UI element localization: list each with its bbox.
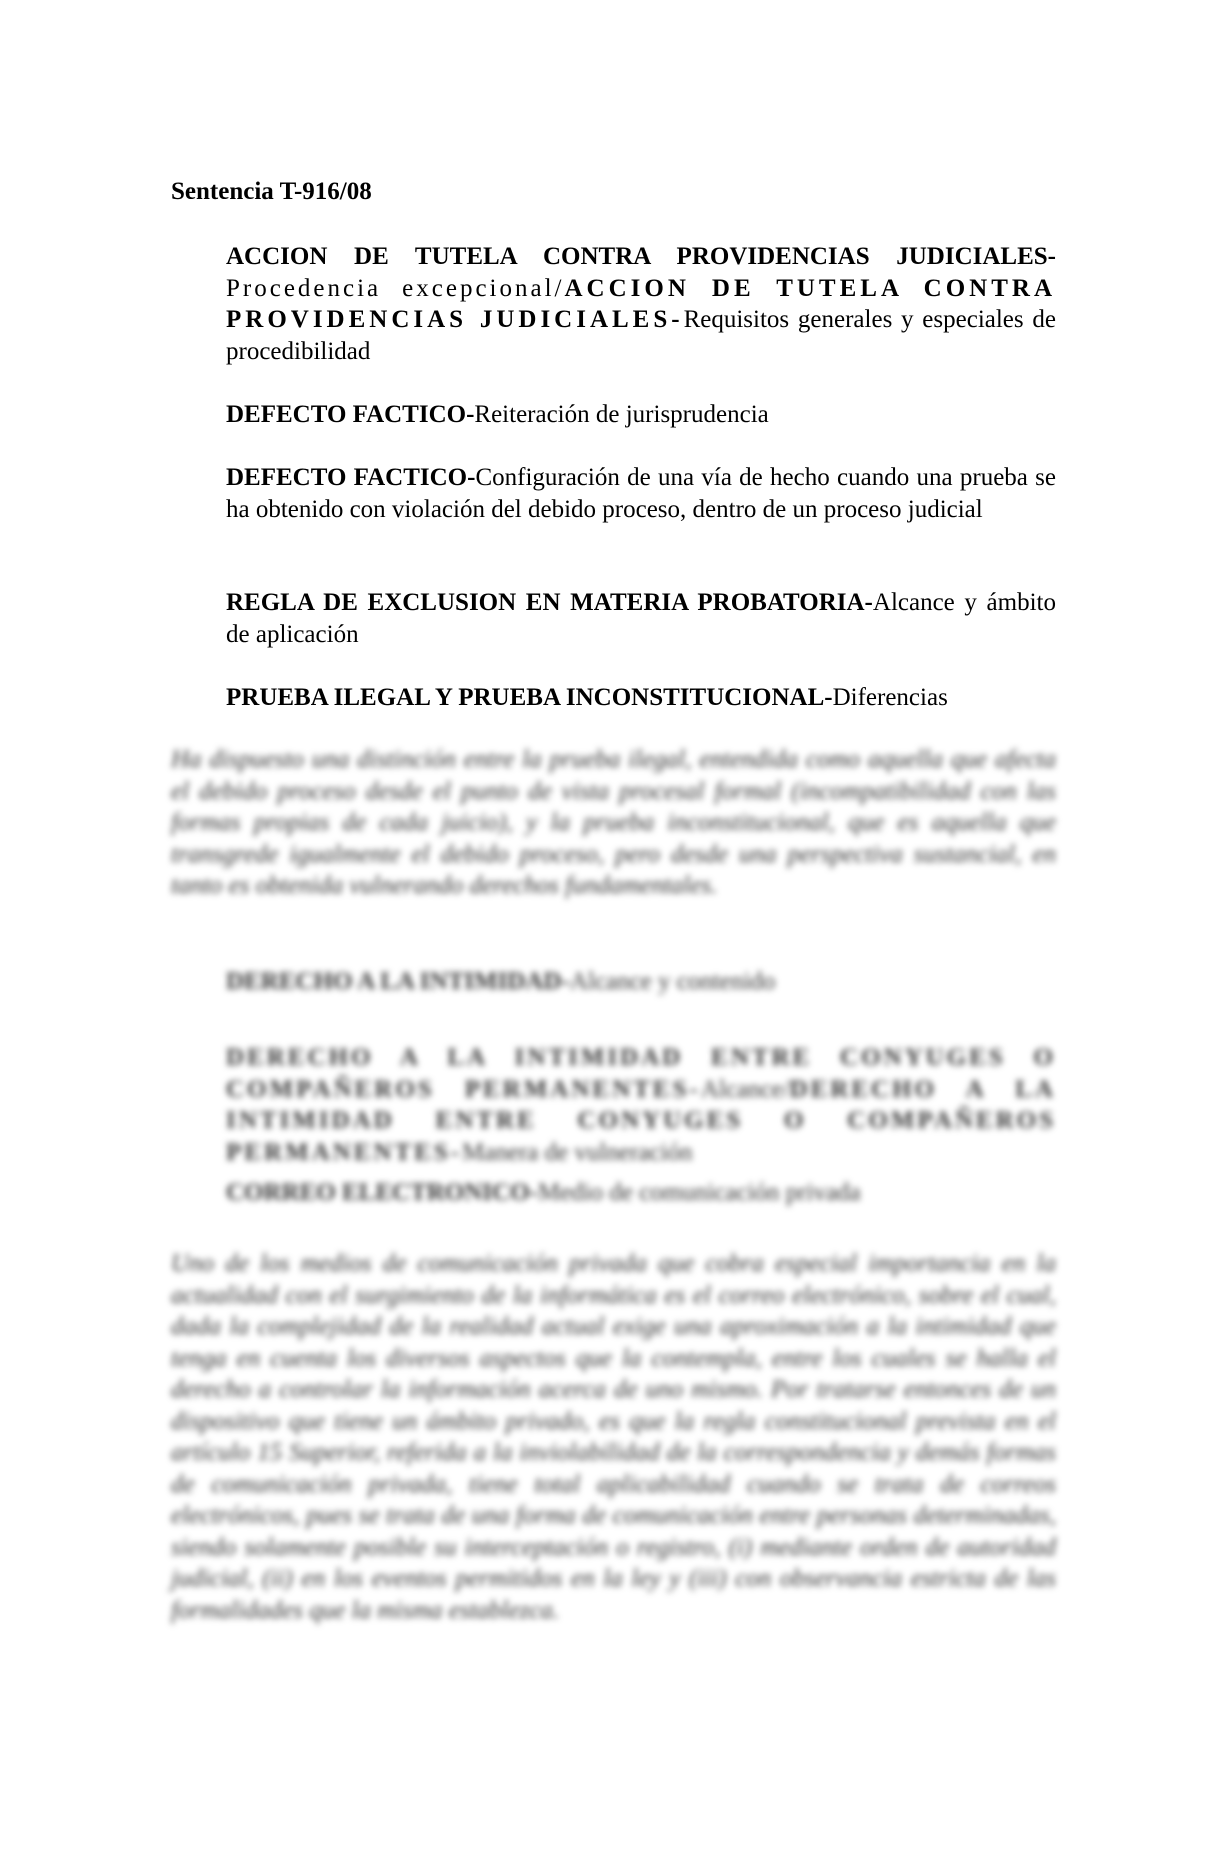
paragraph-correo: Uno de los medios de comunicación privada que cobra especial importancia en la actualidad con el surgimiento de la informática es el correo electrónico, sobre el cual, dada la complejidad de la realidad actual exige una aproximación a la intimidad que tenga en cuenta los diversos aspectos que la contempla, entre los cuales se halla el derecho a controlar la información acerca de uno mismo. Por tratarse entonces de un dispositivo que tiene un ámbito privado, es que la regla constitucional prevista en el artículo 15 Superior, referida a la inviolabilidad de la correspondencia y demás formas de comunicación privada, tiene total aplicabilidad cuando se trata de correos electrónicos, pues se trata de una forma de comunicación entre personas determinadas, siendo solamente posible su interceptación o registro, (i) mediante orden de autoridad judicial, (ii) en los eventos permitidos en la ley y (iii) con observancia estricta de las formalidades que la misma establezca. bbox=[171, 1250, 1056, 1624]
heading-defecto-2 bbox=[226, 462, 1056, 525]
document-title: Sentencia T-916/08 bbox=[171, 178, 372, 205]
heading-text: Diferencias bbox=[832, 684, 948, 711]
heading-bold: DEFECTO FACTICO- bbox=[226, 464, 476, 491]
heading-text: Alcance y ámbito de aplicación bbox=[226, 589, 1056, 648]
heading-text: Reiteración de jurisprudencia bbox=[474, 401, 769, 428]
heading-bold: DERECHO A LA INTIMIDAD- bbox=[226, 968, 570, 995]
heading-bold: REGLA DE EXCLUSION EN MATERIA PROBATORIA- bbox=[226, 589, 873, 616]
heading-text: Procedencia excepcional/ bbox=[226, 274, 565, 302]
heading-regla bbox=[226, 587, 1056, 650]
heading-prueba bbox=[226, 682, 1056, 714]
heading-text: Alcance y contenido bbox=[569, 968, 776, 995]
heading-bold: DERECHO A LA INTIMIDAD ENTRE CONYUGES O COMPAÑEROS PERMANENTES- bbox=[226, 1044, 1056, 1103]
heading-text: Alcance/ bbox=[700, 1075, 790, 1103]
heading-text: Requisitos generales y especiales de procedibilidad bbox=[226, 306, 1056, 365]
heading-bold: DERECHO A LA INTIMIDAD ENTRE CONYUGES O COMPAÑEROS PERMANENTES- bbox=[226, 1075, 1056, 1166]
paragraph-prueba: Ha dispuesto una distinción entre la prueba ilegal, entendida como aquella que afecta el debido proceso desde el punto de vista procesal formal (incompatibilidad con las formas propias de cada juicio), y la prueba inconstitucional, que es aquella que transgrede igualmente el debido proceso, pero desde una perspectiva sustancial, en tanto es obtenida vulnerando derechos fundamentales. bbox=[171, 746, 1056, 899]
heading-defecto-1 bbox=[226, 399, 1056, 431]
heading-text: Medio de comunicación privada bbox=[537, 1179, 861, 1206]
heading-text: Manera de vulneración bbox=[462, 1138, 693, 1166]
heading-bold: PRUEBA ILEGAL Y PRUEBA INCONSTITUCIONAL- bbox=[226, 684, 833, 711]
heading-bold: DEFECTO FACTICO- bbox=[226, 401, 475, 428]
heading-tutela bbox=[226, 241, 1056, 367]
heading-bold: CORREO ELECTRONICO- bbox=[226, 1179, 538, 1206]
heading-text: Configuración de una vía de hecho cuando una prueba se ha obtenido con violación del debido proceso, dentro de un proceso judicial bbox=[226, 464, 1056, 523]
heading-intimidad-conyuges bbox=[226, 1042, 1056, 1168]
heading-intimidad bbox=[226, 966, 1056, 998]
heading-correo bbox=[226, 1177, 1056, 1209]
heading-bold: ACCION DE TUTELA CONTRA PROVIDENCIAS JUDICIALES- bbox=[226, 243, 1056, 270]
heading-bold: ACCION DE TUTELA CONTRA PROVIDENCIAS JUDICIALES- bbox=[226, 274, 1056, 333]
